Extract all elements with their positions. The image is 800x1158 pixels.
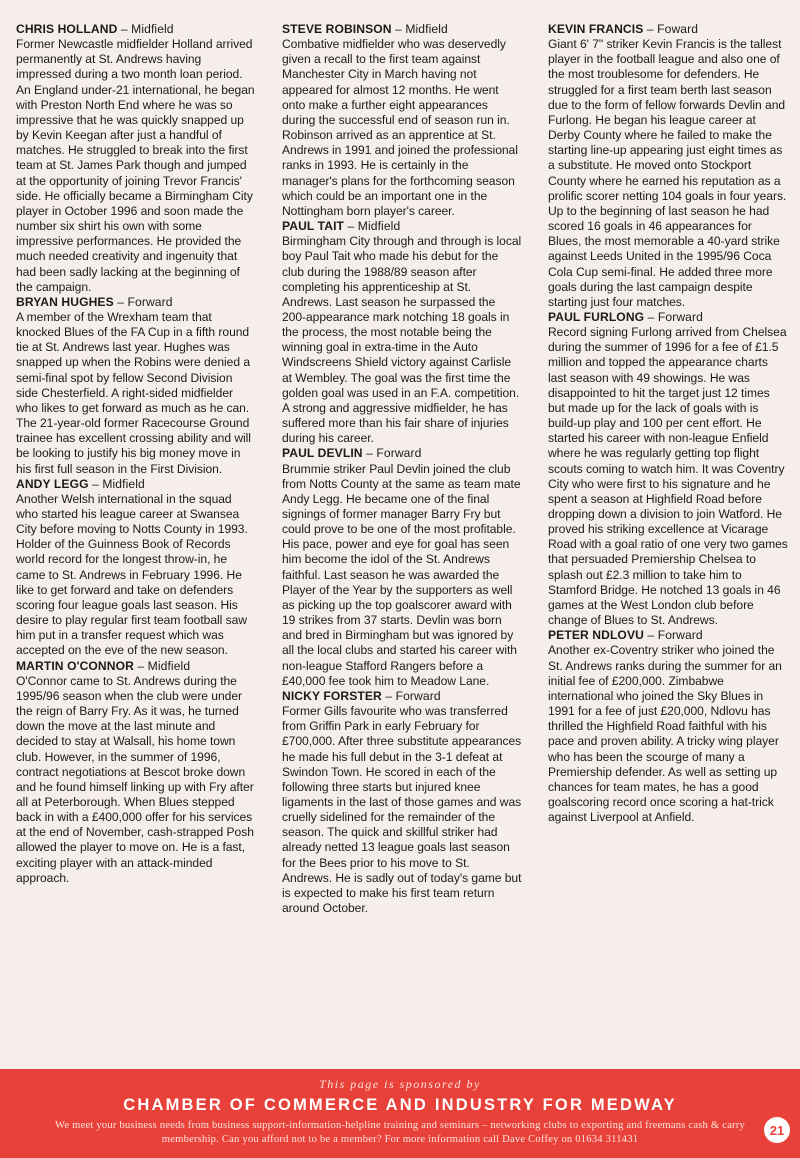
profile-martin-oconnor: [16, 659, 256, 886]
player-position: – Forward: [117, 294, 173, 309]
article-columns: [16, 22, 788, 1067]
player-name: NICKY FORSTER: [282, 688, 382, 703]
profile-bryan-hughes: [16, 295, 256, 477]
player-heading: [16, 295, 256, 310]
player-bio: Another Welsh international in the squad who started his league career at Swansea City before moving to Notts County in 1993. Holder of the Guinness Book of Records world record for the longest throw-in, he came to St. Andrews in February 1996. He like to get forward and take on defenders scoring four league goals last season. His desire to play regular first team football saw him put in a transfer request which was accepted on the eve of the new season.: [16, 491, 248, 658]
profile-chris-holland: [16, 22, 256, 295]
player-position: – Midfield: [137, 658, 191, 673]
player-name: BRYAN HUGHES: [16, 294, 114, 309]
page-number-badge: 21: [764, 1117, 790, 1143]
player-name: KEVIN FRANCIS: [548, 22, 644, 36]
player-bio: Former Newcastle midfielder Holland arrived permanently at St. Andrews having impressed during a two month loan period. An England under-21 international, he began with Preston North End where he was so impressive that he was quickly snapped up by Kevin Keegan after just a handful of matches. He struggled to break into the first team at St. James Park though and jumped at the opportunity of joining Trevor Francis' side. He officially became a Birmingham City player in October 1996 and soon made the number six shirt his own with some impressive performances. He provided the much needed creativity and ingenuity that had been sadly lacking at the beginning of the campaign.: [16, 37, 255, 294]
player-name: PETER NDLOVU: [548, 628, 644, 643]
player-bio: Another ex-Coventry striker who joined the St. Andrews ranks during the summer for an initial fee of £200,000. Zimbabwe international who joined the Sky Blues in 1991 for a fee of just £20,000, Ndlovu has thrilled the Highfield Road faithful with his pace and proven ability. A tricky wing player who has been the scourge of many a Premiership defender. As well as setting up chances for team mates, he has a good goalscoring record once scoring a hat-trick against Liverpool at Anfield.: [548, 643, 782, 825]
player-bio: Combative midfielder who was deservedly given a recall to the first team against Manchester City in March having not appeared for almost 12 months. He went onto make a further eight appearances during the successful end of season run in. Robinson arrived as an apprentice at St. Andrews in 1991 and joined the professional ranks in 1993. He is certainly in the manager's plans for the forthcoming season which could be an important one in the Nottingham born player's career.: [282, 37, 518, 218]
profile-steve-robinson: [282, 22, 522, 219]
player-heading: [282, 219, 522, 234]
player-bio: A member of the Wrexham team that knocked Blues of the FA Cup in a fifth round tie at St. Andrews last year. Hughes was snapped up when the Robins were denied a semi-final spot by fellow Second Division side Chesterfield. A right-sided midfielder who likes to get forward as much as he can. The 21-year-old former Racecourse Ground trainee has excellent crossing ability and will be looking to justify his big money move in his first full season in the First Division.: [16, 309, 251, 476]
player-heading: [282, 689, 522, 704]
player-name: PAUL FURLONG: [548, 309, 645, 324]
profile-nicky-forster: [282, 689, 522, 916]
player-bio: Brummie striker Paul Devlin joined the club from Notts County at the same as team mate Andy Legg. He became one of the final signings of former manager Barry Fry but could prove to be one of the most profitable. His pace, power and eye for goal has seen him become the idol of the St. Andrews faithful. Last season he was awarded the Player of the Year by the supporters as well as picking up the top goalscorer award with 19 strikes from 37 starts. Devlin was born and bred in Birmingham but was ignored by all the local clubs and started his career with non-league Stafford Rangers before a £40,000 fee took him to Meadow Lane.: [282, 461, 521, 688]
sponsored-by-text: This page is sponsored by: [319, 1077, 481, 1091]
player-heading: [282, 446, 522, 461]
player-heading: [548, 22, 788, 37]
player-bio: O'Connor came to St. Andrews during the 1995/96 season when the club were under the reign of Barry Fry. As it was, he turned down the move at the last minute and decided to stay at Walsall, his home town club. However, in the summer of 1996, contract negotiations at Bescot broke down and he found himself linking up with Fry after all at Peterborough. When Blues stepped back in with a £400,000 offer for his services at the end of November, cash-strapped Posh allowed the player to move on. He is a fast, exciting player with an attack-minded approach.: [16, 673, 254, 885]
player-bio: Record signing Furlong arrived from Chelsea during the summer of 1996 for a fee of £1.5 million and topped the appearance charts last season with 49 showings. He was disappointed to hit the target just 12 times but made up for the lack of goals with is build-up play and 100 per cent effort. He started his career with non-league Enfield where he was regularly getting top flight scouts coming to watch him. It was Coventry City who were first to his signature and he spent a season at Highfield Road before dropping down a division to join Watford. He proved his striking excellence at Vicarage Road with a goal ratio of one very two games that persuaded Premiership Chelsea to splash out £2.3 million to take him to Stamford Bridge. He notched 13 goals in 46 games at the West London club before change of Blues to St. Andrews.: [548, 325, 788, 628]
player-bio: Birmingham City through and through is local boy Paul Tait who made his debut for the club during the 1988/89 season after completing his apprenticeship at St. Andrews. Last season he surpassed the 200-appearance mark notching 18 goals in the process, the most notable being the winning goal in extra-time in the Auto Windscreens Shield victory against Carlisle at Wembley. The goal was the first time the golden goal was used in an F.A. competition. A strong and aggressive midfielder, he has suffered more than his fair share of injuries during his career.: [282, 234, 522, 446]
sponsor-name: CHAMBER OF COMMERCE AND INDUSTRY FOR MEDWAY: [123, 1096, 677, 1114]
column-3: [548, 22, 788, 1067]
player-heading: [16, 659, 256, 674]
player-position: – Midfield: [395, 22, 448, 36]
player-heading: [16, 22, 256, 37]
sponsor-footer: [0, 1069, 800, 1158]
player-position: – Midfield: [120, 22, 174, 36]
player-bio: Former Gills favourite who was transferred from Griffin Park in early February for £700,000. After three substitute appearances he made his full debut in the 3-1 defeat at Swindon Town. He scored in each of the following three starts but injured knee ligaments in the last of those games and was cruelly sidelined for the remainder of the season. The quick and skillful striker had already netted 13 league goals last season for the Bees prior to his move to St. Andrews. He is sadly out of today's game but is expected to make his first team return around October.: [282, 704, 522, 916]
player-position: – Foward: [646, 22, 699, 36]
player-position: – Midfield: [347, 219, 401, 234]
profile-paul-furlong: [548, 310, 788, 628]
player-heading: [282, 22, 522, 37]
player-heading: [548, 310, 788, 325]
player-position: – Forward: [366, 446, 422, 461]
player-name: ANDY LEGG: [16, 476, 89, 491]
player-name: STEVE ROBINSON: [282, 22, 392, 36]
column-1: [16, 22, 256, 1067]
player-position: – Forward: [647, 628, 703, 643]
player-position: – Forward: [647, 309, 703, 324]
profile-paul-devlin: [282, 446, 522, 689]
player-heading: [548, 628, 788, 643]
profile-kevin-francis: [548, 22, 788, 310]
player-name: MARTIN O'CONNOR: [16, 658, 134, 673]
profile-paul-tait: [282, 219, 522, 446]
profile-andy-legg: [16, 477, 256, 659]
column-2: [282, 22, 522, 1067]
profile-peter-ndlovu: [548, 628, 788, 825]
player-name: CHRIS HOLLAND: [16, 22, 118, 36]
player-name: PAUL TAIT: [282, 219, 345, 234]
player-bio: Giant 6' 7" striker Kevin Francis is the tallest player in the football league and also one of the most troublesome for defenders. He struggled for a first team berth last season due to the form of fellow forwards Devlin and Furlong. He began his league career at Derby County where he failed to make the starting line-up appearing just eight times as a substitute. He moved onto Stockport County where he earned his reputation as a prolific scorer netting 104 goals in four years. Up to the beginning of last season he had scored 16 goals in 46 appearances for Blues, the most memorable a 40-yard strike against Leeds United in the 1995/96 Coca Cola Cup semi-final. He added three more goals during the last campaign despite starting just four matches.: [548, 37, 787, 309]
player-name: PAUL DEVLIN: [282, 446, 363, 461]
player-heading: [16, 477, 256, 492]
sponsor-description: We meet your business needs from business support-information-helpline training and seminars – networking clubs to exporting and freemans cash & carry membership. Can you afford not to be a member? For more information call Dave Coffey on 01634 311431: [55, 1120, 745, 1145]
player-position: – Midfield: [92, 476, 145, 491]
player-position: – Forward: [385, 688, 441, 703]
